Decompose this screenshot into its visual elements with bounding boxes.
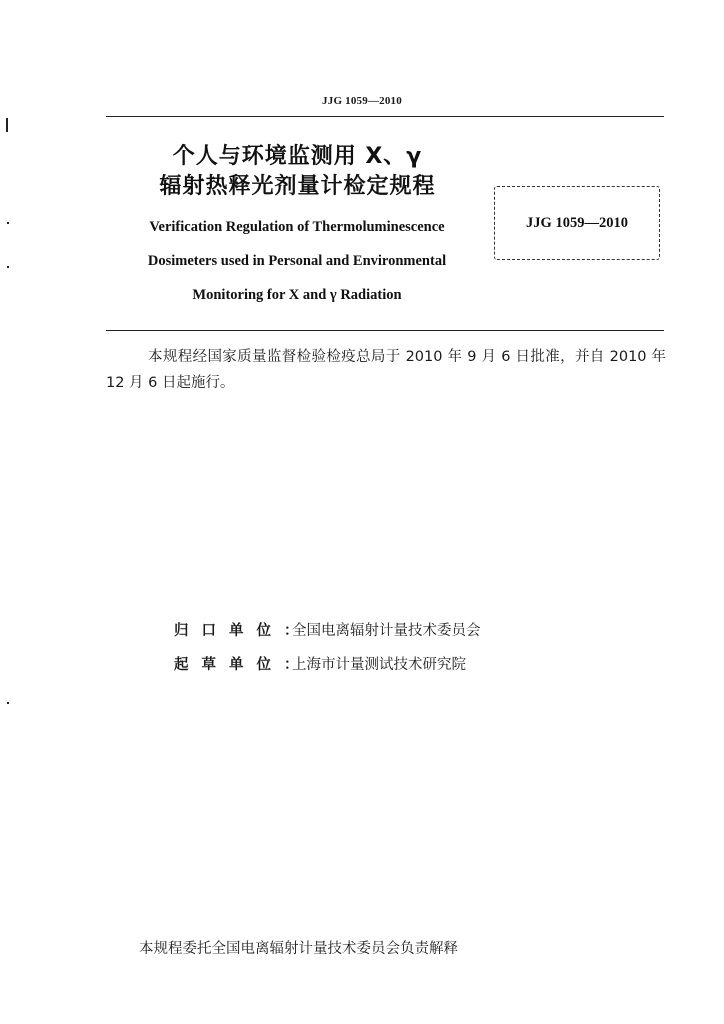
info-label: 起草单位：: [174, 657, 312, 673]
info-row-responsible-unit: [174, 620, 481, 642]
standard-code-box: [494, 186, 660, 260]
info-value: 全国电离辐射计量技术委员会: [292, 623, 481, 639]
title-zh-line2: 辐射热释光剂量计检定规程: [159, 174, 436, 199]
info-label: 归口单位：: [174, 623, 312, 639]
info-row-drafting-unit: [174, 654, 466, 676]
approval-statement: 本规程经国家质量监督检验检疫总局于 2010 年 9 月 6 日批准，并自 2010 年 12 月 6 日起施行。: [106, 349, 666, 391]
scan-artifact: [7, 702, 9, 704]
top-rule: [106, 116, 664, 117]
title-zh-line1: 个人与环境监测用 X、γ: [172, 144, 423, 169]
scan-artifact: [7, 222, 9, 224]
interpretation-note: 本规程委托全国电离辐射计量技术委员会负责解释: [139, 941, 458, 957]
bottom-rule: [106, 330, 664, 331]
info-value: 上海市计量测试技术研究院: [292, 657, 466, 673]
scan-artifact: [6, 118, 8, 132]
running-header-code: JJG 1059—2010: [322, 95, 402, 107]
title-en-line1: Verification Regulation of Thermoluminescence: [149, 219, 445, 235]
scan-artifact: [7, 266, 9, 268]
title-en-line3: Monitoring for X and γ Radiation: [192, 287, 402, 303]
title-en-line2: Dosimeters used in Personal and Environmental: [147, 253, 447, 269]
standard-code-text: JJG 1059—2010: [526, 214, 628, 231]
